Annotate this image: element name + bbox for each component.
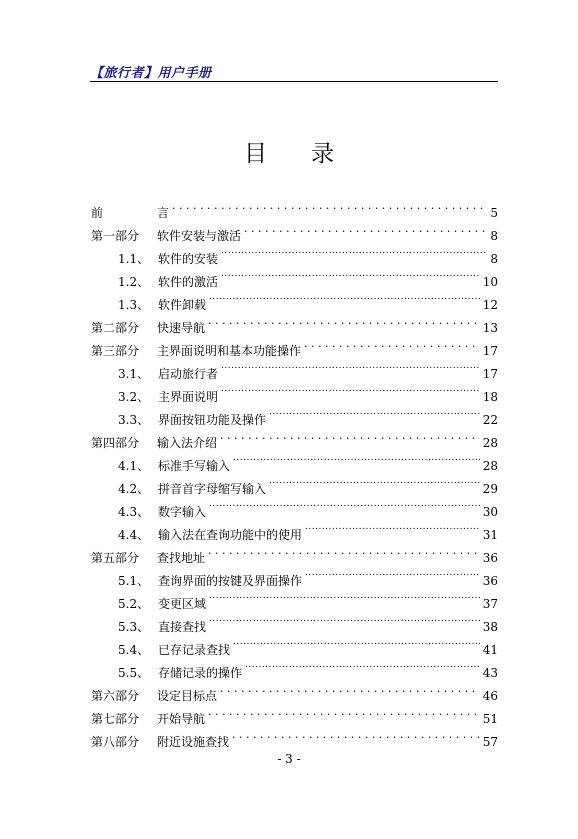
toc-leader-dots bbox=[269, 401, 480, 424]
toc-entry-page: 17 bbox=[482, 344, 498, 358]
toc-leader-dots bbox=[221, 240, 485, 263]
toc-entry-number: 5.2、 bbox=[118, 597, 150, 611]
toc-entry-label: 界面按钮功能及操作 bbox=[158, 413, 267, 427]
toc-leader-dots bbox=[220, 424, 480, 447]
toc-entry-page: 36 bbox=[482, 551, 498, 565]
toc-entry-page: 17 bbox=[482, 367, 498, 381]
toc-entry-label: 设定目标点 bbox=[157, 689, 218, 703]
toc-entry-label: 存储记录的操作 bbox=[158, 666, 243, 680]
toc-entry-page: 8 bbox=[490, 229, 498, 243]
toc-entry-label: 软件的安装 bbox=[158, 252, 219, 266]
toc-entry-number: 4.4、 bbox=[118, 528, 150, 542]
title-char-1: 目 bbox=[244, 141, 267, 167]
toc-entry-number: 4.1、 bbox=[118, 459, 150, 473]
table-of-contents bbox=[91, 194, 498, 749]
toc-leader-dots bbox=[209, 286, 480, 309]
toc-entry-label: 言 bbox=[157, 206, 170, 220]
toc-entry-page: 10 bbox=[482, 275, 498, 289]
toc-entry-number: 1.1、 bbox=[118, 252, 150, 266]
toc-leader-dots bbox=[232, 723, 480, 746]
toc-leader-dots bbox=[305, 562, 480, 585]
toc-entry-label: 软件卸载 bbox=[158, 298, 207, 312]
toc-entry-number: 3.3、 bbox=[118, 413, 150, 427]
toc-entry-number: 第三部分 bbox=[91, 344, 140, 358]
toc-entry-label: 附近设施查找 bbox=[157, 735, 230, 749]
toc-entry-page: 51 bbox=[482, 712, 498, 726]
toc-entry-number: 第八部分 bbox=[91, 735, 140, 749]
toc-entry-page: 38 bbox=[482, 620, 498, 634]
toc-entry-page: 31 bbox=[482, 528, 498, 542]
page-number: - 3 - bbox=[277, 752, 301, 766]
toc-entry-page: 41 bbox=[482, 643, 498, 657]
toc-entry-number: 第二部分 bbox=[91, 321, 140, 335]
toc-entry-page: 57 bbox=[482, 735, 498, 749]
toc-entry-label: 主界面说明 bbox=[158, 390, 219, 404]
toc-entry-number: 第六部分 bbox=[91, 689, 140, 703]
toc-entry-number: 3.1、 bbox=[118, 367, 150, 381]
toc-leader-dots bbox=[208, 539, 480, 562]
toc-entry-label: 快速导航 bbox=[157, 321, 206, 335]
toc-entry-number: 前 bbox=[91, 206, 104, 220]
toc-entry-page: 22 bbox=[482, 413, 498, 427]
toc-entry-number: 第五部分 bbox=[91, 551, 140, 565]
toc-entry-number: 5.5、 bbox=[118, 666, 150, 680]
toc-entry-label: 开始导航 bbox=[157, 712, 206, 726]
toc-entry-label: 输入法在查询功能中的使用 bbox=[158, 528, 303, 542]
toc-entry-page: 13 bbox=[482, 321, 498, 335]
header-divider bbox=[90, 81, 498, 82]
toc-entry-label: 直接查找 bbox=[158, 620, 207, 634]
toc-entry-number: 1.2、 bbox=[118, 275, 150, 289]
toc-entry-page: 29 bbox=[482, 482, 498, 496]
toc-entry-label: 输入法介绍 bbox=[157, 436, 218, 450]
toc-entry-label: 数字输入 bbox=[158, 505, 207, 519]
toc-entry-label: 变更区域 bbox=[158, 597, 207, 611]
toc-leader-dots bbox=[209, 585, 480, 608]
toc-leader-dots bbox=[233, 631, 480, 654]
toc-entry-label: 软件的激活 bbox=[158, 275, 219, 289]
toc-leader-dots bbox=[221, 263, 480, 286]
toc-leader-dots bbox=[220, 677, 480, 700]
title-char-2: 录 bbox=[311, 141, 334, 167]
toc-leader-dots bbox=[221, 378, 480, 401]
toc-entry-number: 5.3、 bbox=[118, 620, 150, 634]
toc-leader-dots bbox=[172, 194, 485, 217]
toc-entry-number: 第一部分 bbox=[91, 229, 140, 243]
toc-entry-number: 5.4、 bbox=[118, 643, 150, 657]
toc-entry-page: 30 bbox=[482, 505, 498, 519]
toc-entry-page: 5 bbox=[490, 206, 498, 220]
toc-entry-page: 36 bbox=[482, 574, 498, 588]
toc-entry-number: 5.1、 bbox=[118, 574, 150, 588]
toc-entry-number: 1.3、 bbox=[118, 298, 150, 312]
toc-leader-dots bbox=[305, 516, 480, 539]
toc-leader-dots bbox=[245, 654, 480, 677]
toc-leader-dots bbox=[244, 217, 485, 240]
toc-entry-page: 8 bbox=[490, 252, 498, 266]
toc-entry-number: 4.3、 bbox=[118, 505, 150, 519]
toc-leader-dots bbox=[304, 332, 480, 355]
toc-entry-label: 软件安装与激活 bbox=[157, 229, 242, 243]
toc-leader-dots bbox=[233, 447, 480, 470]
toc-entry-label: 启动旅行者 bbox=[158, 367, 219, 381]
toc-entry-number: 第七部分 bbox=[91, 712, 140, 726]
toc-entry-label: 拼音首字母缩写输入 bbox=[158, 482, 267, 496]
toc-leader-dots bbox=[209, 493, 480, 516]
toc-leader-dots bbox=[269, 470, 480, 493]
toc-entry-page: 12 bbox=[482, 298, 498, 312]
document-header: 【旅行者】用户手册 bbox=[90, 66, 212, 81]
toc-entry-number: 3.2、 bbox=[118, 390, 150, 404]
page-title bbox=[0, 135, 578, 168]
toc-entry-label: 已存记录查找 bbox=[158, 643, 231, 657]
toc-entry-page: 46 bbox=[482, 689, 498, 703]
toc-entry-label: 查询界面的按键及界面操作 bbox=[158, 574, 303, 588]
toc-leader-dots bbox=[221, 355, 480, 378]
toc-leader-dots bbox=[208, 700, 480, 723]
toc-entry-page: 43 bbox=[482, 666, 498, 680]
toc-leader-dots bbox=[209, 608, 480, 631]
toc-entry-page: 18 bbox=[482, 390, 498, 404]
toc-entry-label: 标准手写输入 bbox=[158, 459, 231, 473]
toc-entry-number: 第四部分 bbox=[91, 436, 140, 450]
toc-entry-label: 主界面说明和基本功能操作 bbox=[157, 344, 302, 358]
toc-entry-page: 37 bbox=[482, 597, 498, 611]
toc-entry-page: 28 bbox=[482, 459, 498, 473]
toc-entry-label: 查找地址 bbox=[157, 551, 206, 565]
toc-entry-preface[interactable] bbox=[91, 194, 498, 220]
toc-entry-number: 4.2、 bbox=[118, 482, 150, 496]
toc-entry-page: 28 bbox=[482, 436, 498, 450]
toc-leader-dots bbox=[208, 309, 480, 332]
